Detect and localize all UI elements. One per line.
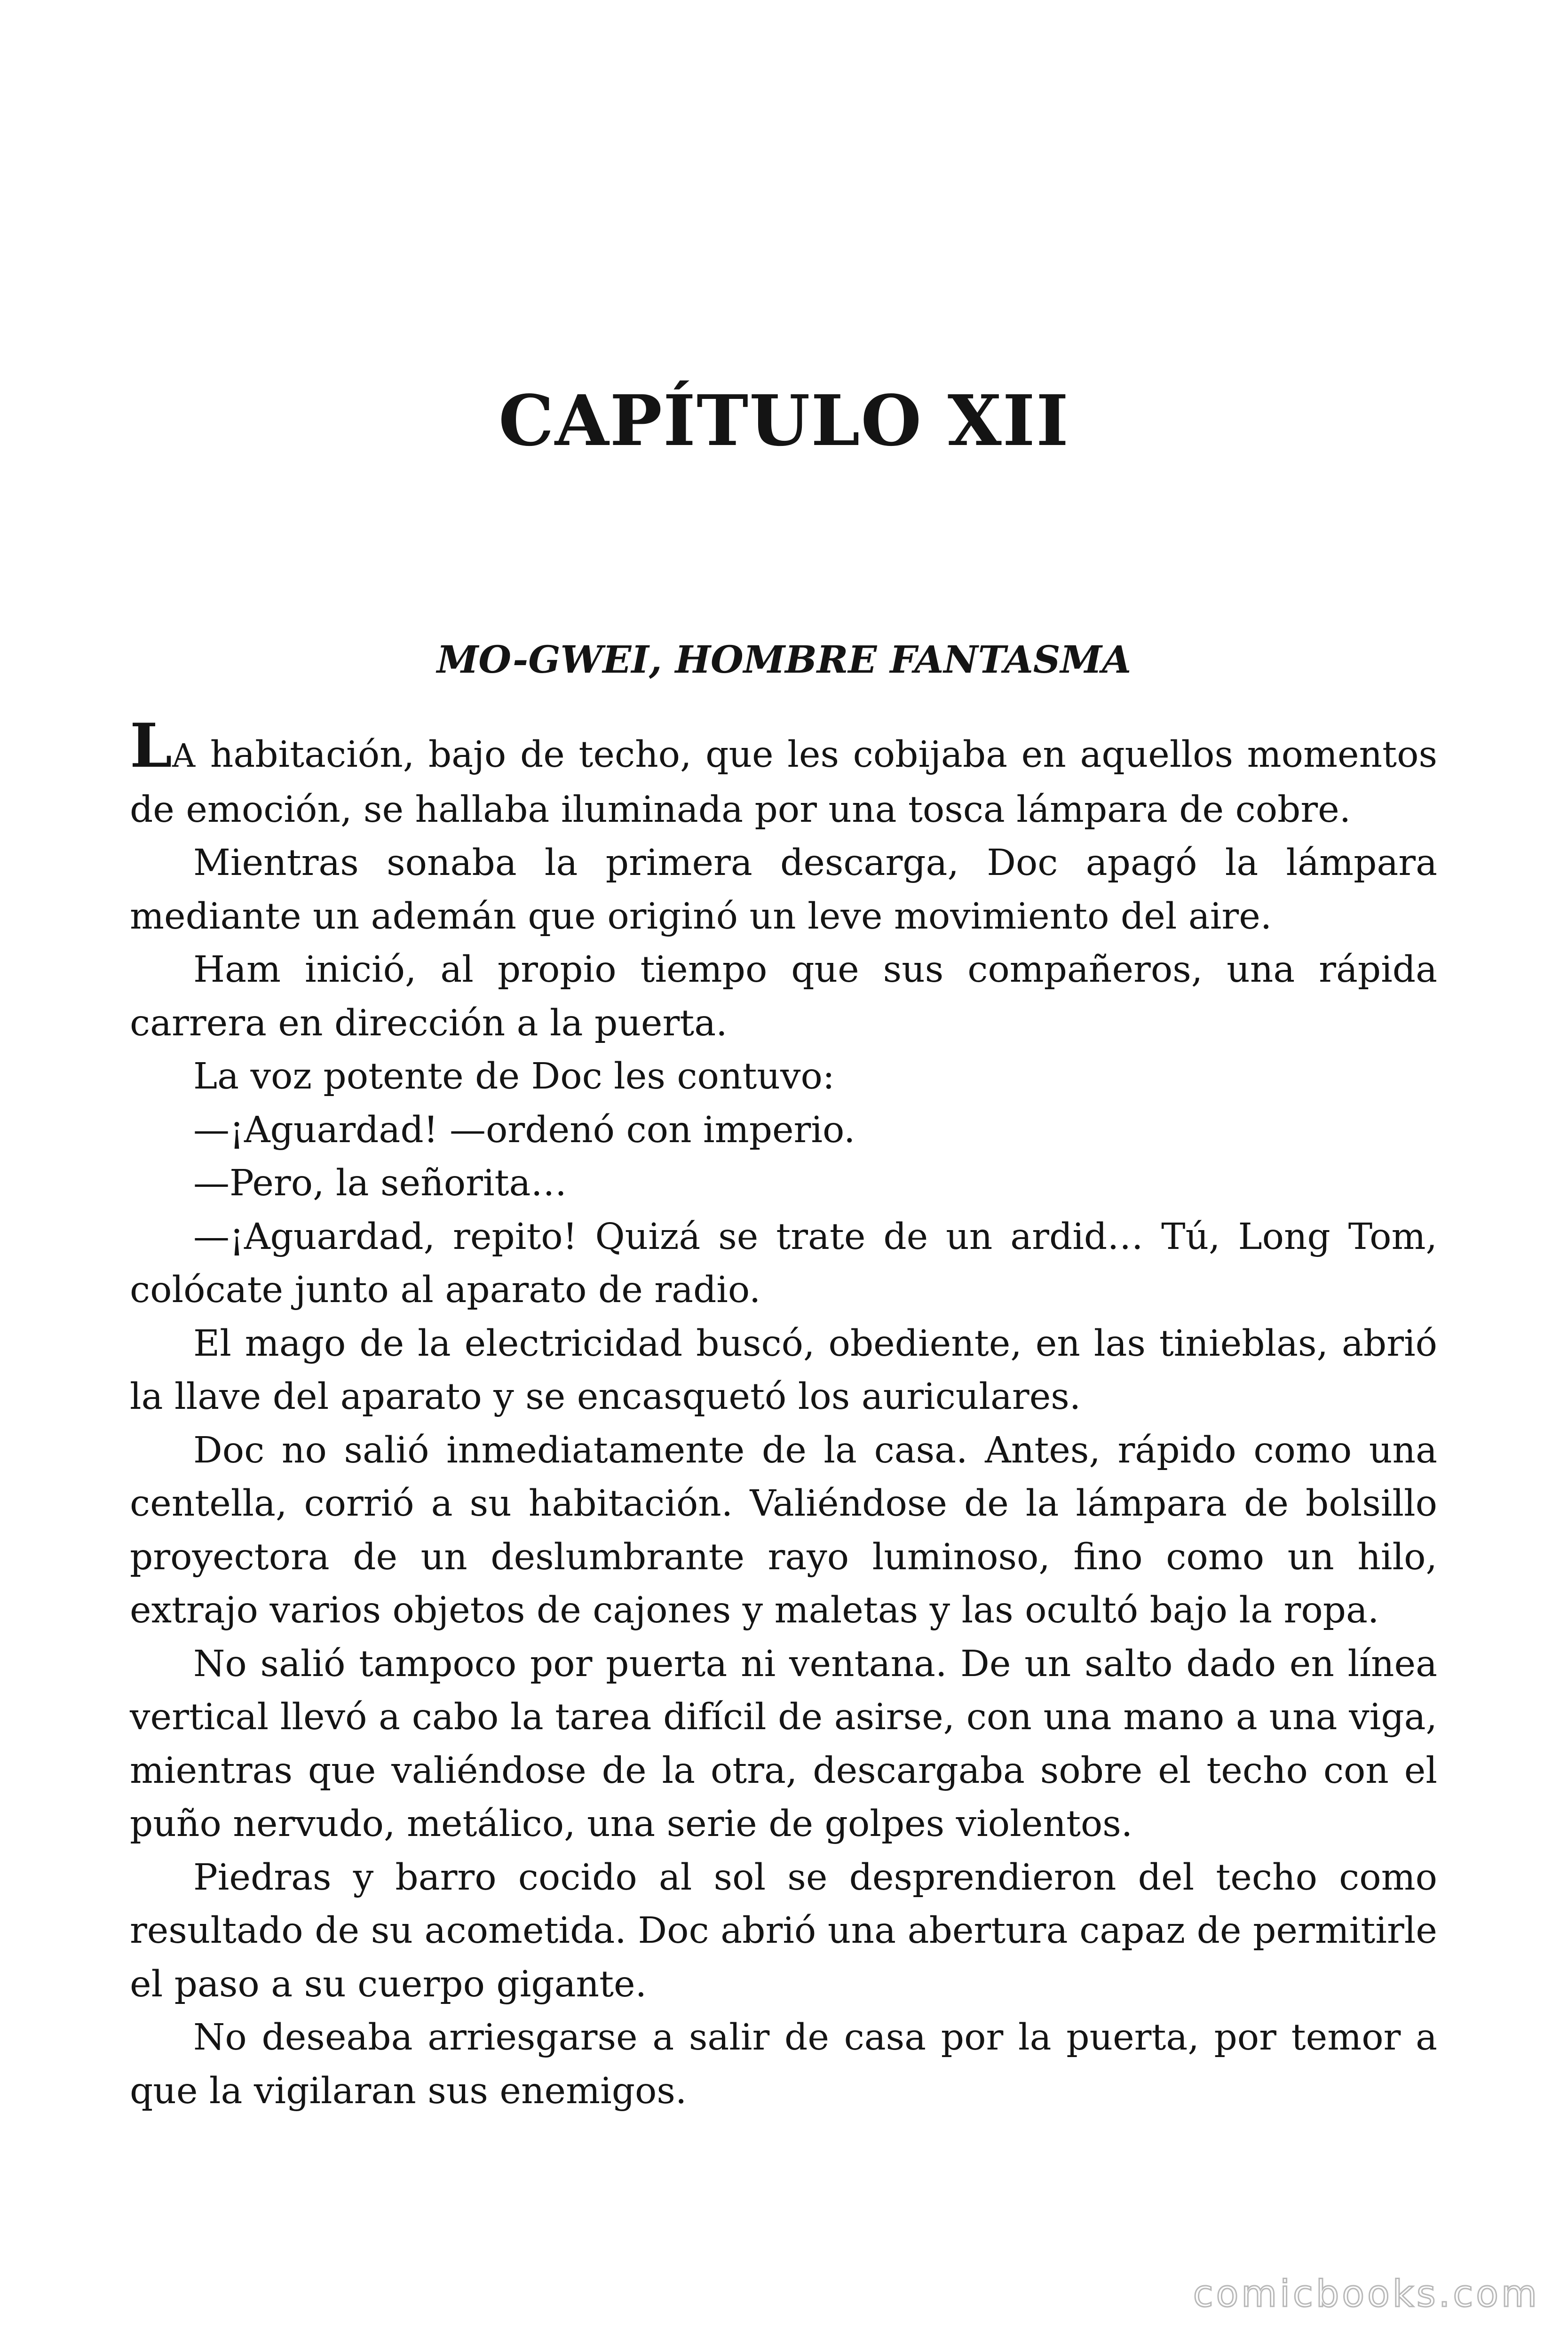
paragraph-10: No salió tampoco por puerta ni ventana. De un salto dado en línea vertical llevó a cabo la tarea difícil de asirse, con una mano a una viga, mientras que valiéndose de la otra, descargaba sobre el techo con el puño nervudo, metálico, una serie de golpes violentos. xyxy=(130,1643,1437,1845)
chapter-subtitle: MO-GWEI, HOMBRE FANTASMA xyxy=(436,637,1132,682)
paragraph-8: El mago de la electricidad buscó, obediente, en las tinieblas, abrió la llave del aparato y se encasquetó los auriculares. xyxy=(130,1322,1437,1418)
paragraph-6: —Pero, la señorita… xyxy=(193,1162,567,1204)
paragraph-3: Ham inició, al propio tiempo que sus compañeros, una rápida carrera en dirección a la puerta. xyxy=(130,949,1437,1044)
paragraph-7: —¡Aguardad, repito! Quizá se trate de un ardid… Tú, Long Tom, colócate junto al aparato de radio. xyxy=(130,1216,1437,1311)
paragraph-12: No deseaba arriesgarse a salir de casa por la puerta, por temor a que la vigilaran sus enemigos. xyxy=(130,2017,1437,2112)
drop-cap: L xyxy=(130,711,172,781)
paragraph-11: Piedras y barro cocido al sol se desprendieron del techo como resultado de su acometida. Doc abrió una abertura capaz de permitirle el paso a su cuerpo gigante. xyxy=(130,1856,1437,2005)
paragraph-5: —¡Aguardad! —ordenó con imperio. xyxy=(193,1109,855,1151)
paragraph-1-text: habitación, bajo de techo, que les cobijaba en aquellos momentos de emoción, se hallaba iluminada por una tosca lámpara de cobre. xyxy=(130,734,1437,831)
chapter-title: CAPÍTULO XII xyxy=(498,380,1070,461)
paragraph-1 xyxy=(130,711,1437,836)
paragraph-2: Mientras sonaba la primera descarga, Doc apagó la lámpara mediante un ademán que originó un leve movimiento del aire. xyxy=(130,842,1437,938)
paragraph-4: La voz potente de Doc les contuvo: xyxy=(193,1056,835,1097)
paragraph-9: Doc no salió inmediatamente de la casa. Antes, rápido como una centella, corrió a su habitación. Valiéndose de la lámpara de bolsillo proyectora de un deslumbrante rayo luminoso, fino como un hilo, extrajo varios objetos de cajones y maletas y las ocultó bajo la ropa. xyxy=(130,1429,1437,1631)
chapter-body xyxy=(130,711,1437,2118)
drop-cap-small-caps: A xyxy=(172,738,197,775)
watermark: comicbooks.com xyxy=(1193,2273,1540,2315)
